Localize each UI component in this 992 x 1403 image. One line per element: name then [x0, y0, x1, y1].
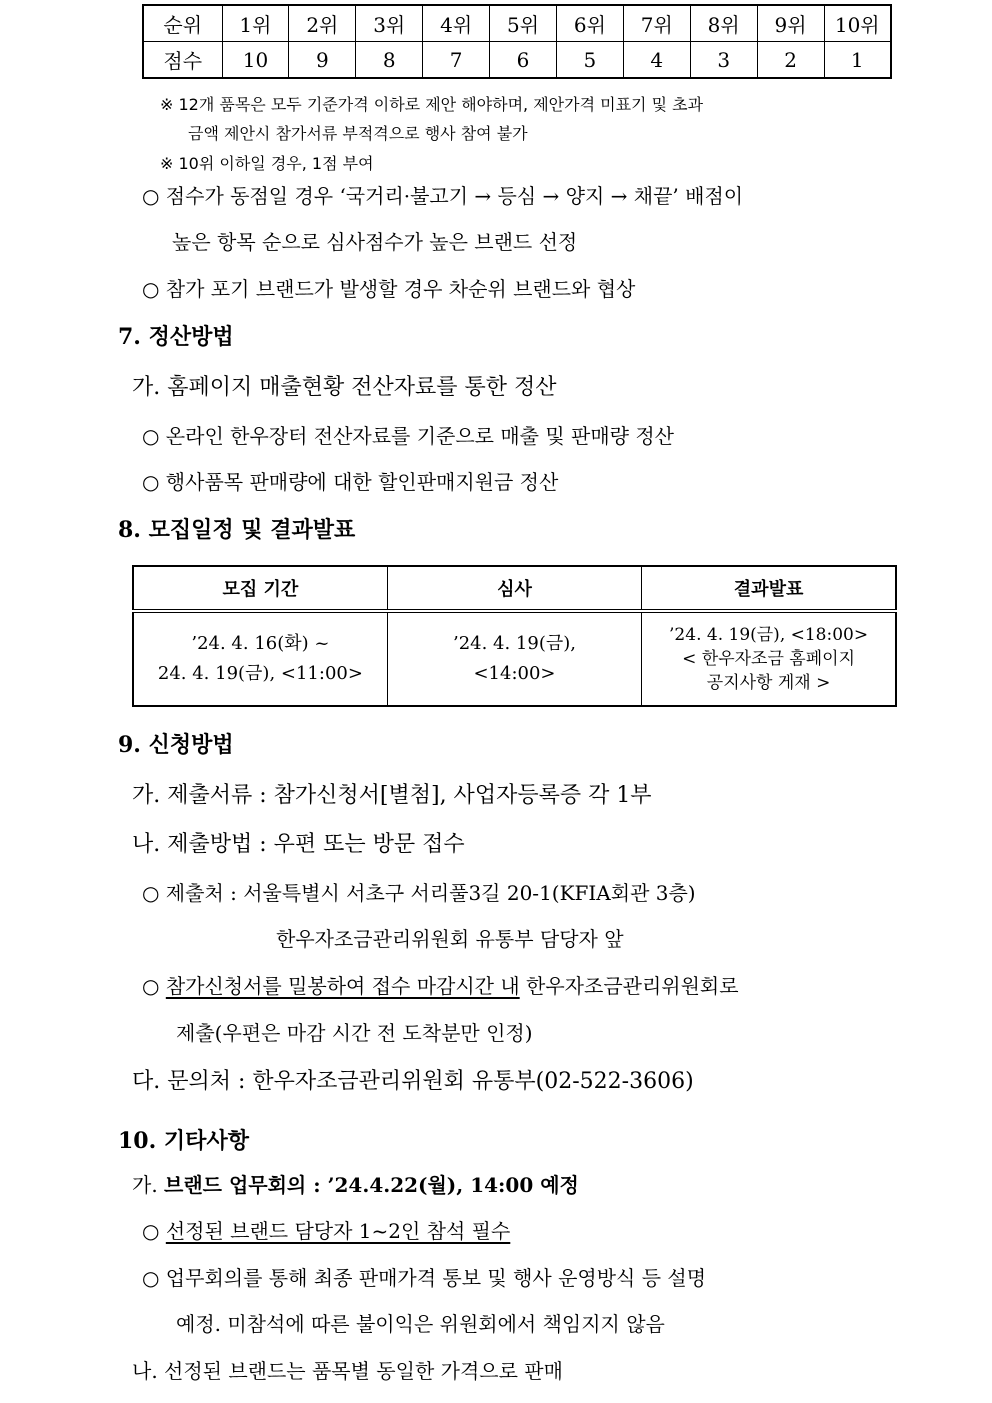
section-7-heading: 7. 정산방법 [118, 324, 234, 350]
period-cell [133, 611, 387, 706]
meeting-schedule: 브랜드 업무회의 : ’24.4.22(월), 14:00 예정 [164, 1173, 579, 1197]
score-row [143, 42, 891, 79]
header-period: 모집 기간 [133, 566, 387, 611]
result-line-3: 공지사항 게재 > [706, 673, 831, 693]
rank-cell: 9위 [757, 5, 824, 42]
result-line-2: < 한우자조금 홈페이지 [682, 649, 855, 669]
rank-cell: 7위 [623, 5, 690, 42]
underlined-requirement: 참가신청서를 밀봉하여 접수 마감시간 내 [165, 974, 520, 998]
period-line-1: ’24. 4. 16(화) ~ [191, 633, 330, 654]
score-cell: 4 [623, 42, 690, 79]
score-cell: 9 [289, 42, 356, 79]
section-9-bullet-1-line-1: ○ 제출처 : 서울특별시 서초구 서리풀3길 20-1(KFIA회관 3층) [142, 881, 696, 905]
header-result: 결과발표 [642, 566, 896, 611]
section-7-item-ga: 가. 홈페이지 매출현황 전산자료를 통한 정산 [132, 375, 557, 400]
section-7-bullet-1: ○ 온라인 한우장터 전산자료를 기준으로 매출 및 판매량 정산 [142, 424, 674, 448]
section-8-heading: 8. 모집일정 및 결과발표 [118, 517, 356, 543]
score-row-label: 점수 [143, 42, 222, 79]
rank-row-label: 순위 [143, 5, 222, 42]
bullet-rest: 한우자조금관리위원회로 [519, 974, 739, 998]
section-9-bullet-2-line-1 [142, 970, 739, 999]
score-cell: 7 [423, 42, 490, 79]
section-9-bullet-2-line-2: 제출(우편은 마감 시간 전 도착분만 인정) [176, 1021, 533, 1045]
score-cell: 3 [690, 42, 757, 79]
rank-cell: 2위 [289, 5, 356, 42]
tie-rule-line-2: 높은 항목 순으로 심사점수가 높은 브랜드 선정 [172, 230, 578, 254]
note-1-line-2: 금액 제안시 참가서류 부적격으로 행사 참여 불가 [188, 124, 528, 143]
rank-cell: 4위 [423, 5, 490, 42]
note-1-line-1: ※ 12개 품목은 모두 기준가격 이하로 제안 해야하며, 제안가격 미표기 및 초과 [160, 95, 704, 114]
section-9-item-na: 나. 제출방법 : 우편 또는 방문 접수 [132, 832, 465, 857]
forfeit-rule: ○ 참가 포기 브랜드가 발생할 경우 차순위 브랜드와 협상 [142, 277, 636, 301]
item-prefix: 가. [132, 1173, 165, 1197]
section-9-item-da: 다. 문의처 : 한우자조금관리위원회 유통부(02-522-3606) [132, 1069, 694, 1094]
rank-cell: 6위 [556, 5, 623, 42]
result-line-1: ’24. 4. 19(금), <18:00> [669, 625, 869, 645]
rank-cell: 8위 [690, 5, 757, 42]
section-10-bullet-2-line-1: ○ 업무회의를 통해 최종 판매가격 통보 및 행사 운영방식 등 설명 [142, 1266, 707, 1290]
section-10-bullet-2-line-2: 예정. 미참석에 따른 불이익은 위원회에서 책임지지 않음 [176, 1312, 665, 1336]
score-cell: 1 [824, 42, 891, 79]
score-cell: 6 [490, 42, 557, 79]
period-line-2: 24. 4. 19(금), <11:00> [157, 663, 363, 684]
score-cell: 2 [757, 42, 824, 79]
rank-cell: 3위 [356, 5, 423, 42]
attendance-required: 선정된 브랜드 담당자 1~2인 참석 필수 [165, 1219, 511, 1243]
section-10-bullet-1 [142, 1215, 510, 1244]
schedule-table [132, 565, 897, 707]
section-9-item-ga: 가. 제출서류 : 참가신청서[별첨], 사업자등록증 각 1부 [132, 783, 652, 808]
note-2: ※ 10위 이하일 경우, 1점 부여 [160, 154, 374, 173]
section-10-item-ga [132, 1169, 579, 1198]
rank-cell: 10위 [824, 5, 891, 42]
header-review: 심사 [387, 566, 641, 611]
schedule-row [133, 611, 896, 706]
score-cell: 10 [222, 42, 289, 79]
section-9-bullet-1-line-2: 한우자조금관리위원회 유통부 담당자 앞 [276, 927, 624, 951]
bullet-prefix: ○ [142, 1219, 166, 1243]
section-9-heading: 9. 신청방법 [118, 732, 234, 758]
rank-cell: 5위 [490, 5, 557, 42]
score-cell: 5 [556, 42, 623, 79]
bullet-prefix: ○ [142, 974, 166, 998]
rank-row [143, 5, 891, 42]
result-cell [642, 611, 896, 706]
schedule-header-row [133, 566, 896, 611]
review-line-2: <14:00> [473, 663, 556, 684]
review-line-1: ’24. 4. 19(금), [452, 633, 576, 654]
review-cell [387, 611, 641, 706]
section-10-heading: 10. 기타사항 [118, 1128, 249, 1154]
section-10-item-na: 나. 선정된 브랜드는 품목별 동일한 가격으로 판매 [132, 1359, 563, 1383]
section-7-bullet-2: ○ 행사품목 판매량에 대한 할인판매지원금 정산 [142, 470, 559, 494]
tie-rule-line-1: ○ 점수가 동점일 경우 ‘국거리·불고기 → 등심 → 양지 → 채끝’ 배점이 [142, 184, 744, 208]
score-cell: 8 [356, 42, 423, 79]
rank-cell: 1위 [222, 5, 289, 42]
rank-score-table [142, 4, 892, 79]
